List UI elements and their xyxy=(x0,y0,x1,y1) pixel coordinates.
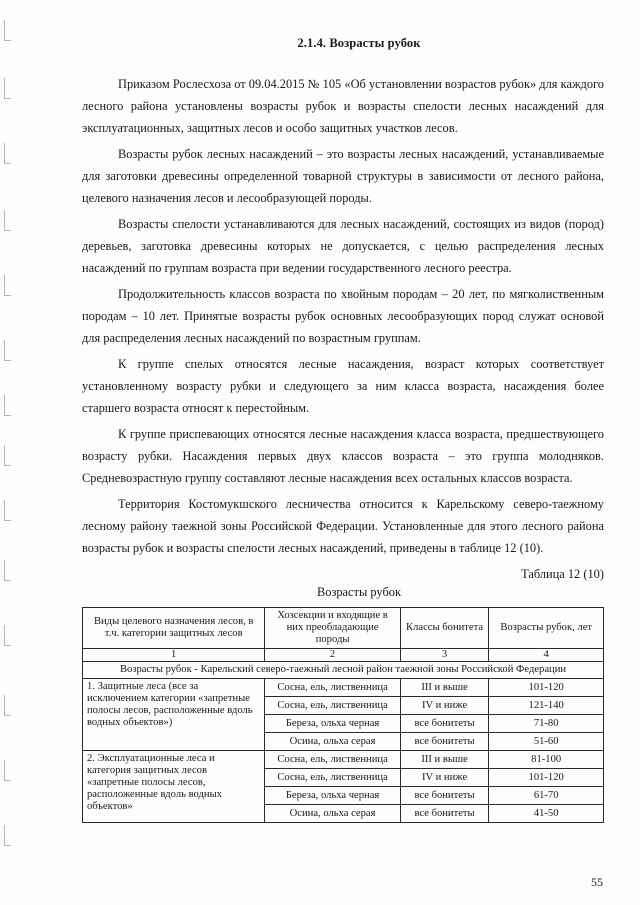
species-cell: Береза, ольха черная xyxy=(265,787,400,805)
binding-margin xyxy=(0,0,14,905)
header-cell: Классы бонитета xyxy=(400,608,489,649)
age-cell: 101-120 xyxy=(489,769,604,787)
table-row xyxy=(83,751,604,769)
column-number: 2 xyxy=(265,649,400,662)
paragraph: Возрасты спелости устанавливаются для лесных насаждений, состоящих из видов (пород) деревьев, заготовка древесины которых не допускается, с целью распределения лесных насаждений по группам возраста при ведении государственного лесного реестра. xyxy=(82,217,604,275)
species-cell: Сосна, ель, лиственница xyxy=(265,769,400,787)
species-cell: Осина, ольха серая xyxy=(265,805,400,823)
bonitet-cell: все бонитеты xyxy=(400,805,489,823)
header-cell: Возрасты рубок, лет xyxy=(489,608,604,649)
bonitet-cell: все бонитеты xyxy=(400,733,489,751)
column-number: 4 xyxy=(489,649,604,662)
paragraph: Приказом Рослесхоза от 09.04.2015 № 105 «Об установлении возрастов рубок» для каждого лесного района установлены возрасты рубок и возрасты спелости лесных насаждений для эксплуатационных, защитных лесов и особо защитных участков лесов. xyxy=(82,77,604,135)
age-cell: 121-140 xyxy=(489,697,604,715)
section-row xyxy=(83,662,604,679)
species-cell: Сосна, ель, лиственница xyxy=(265,751,400,769)
section-title: Возрасты рубок - Карельский северо-таежный лесной район таежной зоны Российской Федерации xyxy=(83,662,604,679)
species-cell: Сосна, ель, лиственница xyxy=(265,697,400,715)
header-cell: Виды целевого назначения лесов, в т.ч. категории защитных лесов xyxy=(83,608,265,649)
category-cell: 2. Эксплуатационные леса и категория защитных лесов «запретные полосы лесов, расположенные вдоль водных объектов» xyxy=(83,751,265,823)
age-cell: 101-120 xyxy=(489,679,604,697)
age-cell: 41-50 xyxy=(489,805,604,823)
bonitet-cell: III и выше xyxy=(400,751,489,769)
age-cell: 71-80 xyxy=(489,715,604,733)
species-cell: Береза, ольха черная xyxy=(265,715,400,733)
bonitet-cell: IV и ниже xyxy=(400,769,489,787)
paragraph: К группе спелых относятся лесные насаждения, возраст которых соответствует установленному возрасту рубки и следующего за ним класса возраста, насаждения более старшего возраста относят к перестойным. xyxy=(82,357,604,415)
header-cell: Хозсекции и входящие в них преобладающие породы xyxy=(265,608,400,649)
body-text xyxy=(82,73,604,559)
column-number: 1 xyxy=(83,649,265,662)
document-page xyxy=(82,36,604,823)
paragraph: Продолжительность классов возраста по хвойным породам – 20 лет, по мягколиственным породам – 10 лет. Принятые возрасты рубок основных лесообразующих пород служат основой для распределения лесных насаждений по возрастным группам. xyxy=(82,287,604,345)
column-number: 3 xyxy=(400,649,489,662)
table-caption: Возрасты рубок xyxy=(317,585,401,599)
bonitet-cell: IV и ниже xyxy=(400,697,489,715)
cutting-age-table xyxy=(82,607,604,823)
species-cell: Осина, ольха серая xyxy=(265,733,400,751)
age-cell: 51-60 xyxy=(489,733,604,751)
section-heading: 2.1.4. Возрасты рубок xyxy=(297,36,421,50)
table-number: Таблица 12 (10) xyxy=(521,567,604,581)
page-number: 55 xyxy=(591,875,603,889)
paragraph: Территория Костомукшского лесничества относится к Карельскому северо-таежному лесному району таежной зоны Российской Федерации. Установленные для этого лесного района возрасты рубок и возрасты спелости лесных насаждений, приведены в таблице 12 (10). xyxy=(82,497,604,555)
table-header-row xyxy=(83,608,604,649)
category-cell: 1. Защитные леса (все за исключением категории «запретные полосы лесов, расположенные вдоль водных объектов») xyxy=(83,679,265,751)
age-cell: 61-70 xyxy=(489,787,604,805)
bonitet-cell: III и выше xyxy=(400,679,489,697)
bonitet-cell: все бонитеты xyxy=(400,715,489,733)
species-cell: Сосна, ель, лиственница xyxy=(265,679,400,697)
paragraph: К группе приспевающих относятся лесные насаждения класса возраста, предшествующего возрасту рубки. Насаждения первых двух классов возраста – это группа молодняков. Средневозрастную группу составляют лесные насаждения всех остальных классов возраста. xyxy=(82,427,604,485)
paragraph: Возрасты рубок лесных насаждений – это возрасты лесных насаждений, устанавливаемые для заготовки древесины определенной товарной структуры в зависимости от лесного района, целевого назначения лесов и лесообразующей породы. xyxy=(82,147,604,205)
age-cell: 81-100 xyxy=(489,751,604,769)
column-number-row xyxy=(83,649,604,662)
bonitet-cell: все бонитеты xyxy=(400,787,489,805)
table-row xyxy=(83,679,604,697)
